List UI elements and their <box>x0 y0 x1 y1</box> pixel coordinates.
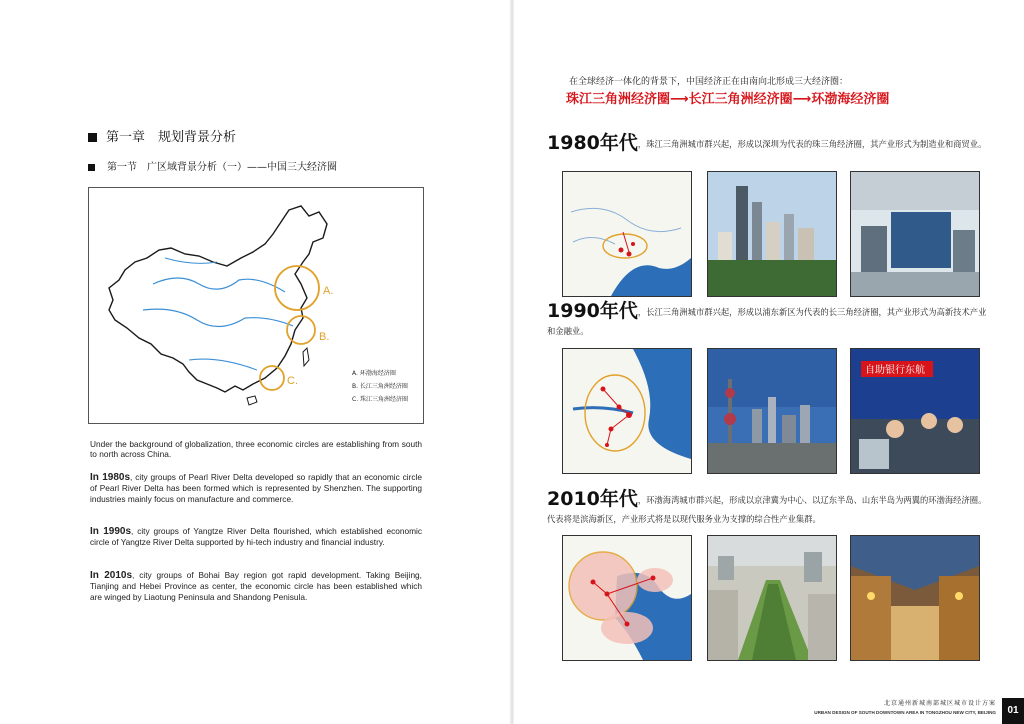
china-outline <box>109 206 330 392</box>
yrd-map-drawing <box>563 349 691 473</box>
photo-factory <box>850 171 980 297</box>
english-2010s: In 2010s, city groups of Bohai Bay region got rapid development. Taking Beijing, Tianjing and Hebei Province as center, the economic circle has been established which are winged by Liaotung Peninsula and Shandong Penisula. <box>90 570 422 602</box>
footer-title-cn: 北京通州新城南部城区城市设计方案 <box>883 700 996 707</box>
shenzhen-photo-drawing <box>708 172 836 296</box>
page-number: 01 <box>1002 698 1024 724</box>
binhai-photo-drawing <box>708 536 836 660</box>
left-page <box>0 0 511 724</box>
map-label-a: A. <box>323 285 334 297</box>
right-intro: 在全球经济一体化的背景下，中国经济正在由南向北形成三大经济圈： <box>569 77 849 87</box>
right-page <box>514 0 1024 724</box>
legend-item-c: C. 珠江三角洲经济圈 <box>352 396 409 403</box>
photo-pudong-skyline <box>707 348 837 474</box>
map-label-b: B. <box>319 331 330 343</box>
mall-photo-drawing <box>851 536 979 660</box>
chapter-title: 第一章 规划背景分析 <box>88 126 236 145</box>
prd-map-drawing <box>563 172 691 296</box>
footer-title-en: URBAN DESIGN OF SOUTH DOWNTOWN AREA IN TONGZHOU NEW CITY, BEIJING <box>814 710 996 715</box>
map-yangtze-river-delta <box>562 348 692 474</box>
atm-sign-text: 自助银行东航 <box>865 365 925 376</box>
square-bullet-icon <box>88 133 97 142</box>
map-label-c: C. <box>287 375 298 387</box>
photo-self-service-bank <box>850 348 980 474</box>
era-2010s: 2010年代，环渤海湾城市群兴起，形成以京津冀为中心、以辽东半岛、山东半岛为两翼的环渤海经济圈。代表将是滨海新区，产业形式将是以现代服务业为支撑的综合性产业集群。 <box>547 488 987 524</box>
english-1980s: In 1980s, city groups of Pearl River Delta developed so rapidly that an economic circle of Pearl River Delta has been formed which is represented by Shenzhen. The supporting industries mainly focus on manufacture and commerce. <box>90 472 422 504</box>
bohai-map-drawing <box>563 536 691 660</box>
legend-item-a: A. 环渤海经济圈 <box>352 370 396 377</box>
photo-shenzhen-skyline <box>707 171 837 297</box>
pudong-photo-drawing <box>708 349 836 473</box>
factory-photo-drawing <box>851 172 979 296</box>
bank-photo-drawing <box>851 349 979 473</box>
era-1990s: 1990年代，长江三角洲城市群兴起，形成以浦东新区为代表的长三角经济圈，其产业形式为高新技术产业和金融业。 <box>547 300 987 336</box>
photo-shopping-mall <box>850 535 980 661</box>
english-intro: Under the background of globalization, three economic circles are establishing from south to north across China. <box>90 439 422 460</box>
china-map <box>88 187 424 424</box>
arrow-right-icon: ⟶ <box>670 92 689 107</box>
taiwan-island <box>303 348 309 366</box>
legend-item-b: B. 长江三角洲经济圈 <box>352 383 408 390</box>
section-title: 第一节 广区域背景分析（一）——中国三大经济圈 <box>88 158 337 173</box>
square-bullet-icon <box>88 164 95 171</box>
map-bohai-rim <box>562 535 692 661</box>
english-1990s: In 1990s, city groups of Yangtze River Delta flourished, which established economic circle of Yangtze River Delta supported by hi-tech industry and financial industry. <box>90 526 422 548</box>
map-pearl-river-delta <box>562 171 692 297</box>
circles-sequence: 珠江三角洲经济圈⟶长江三角洲经济圈⟶环渤海经济圈 <box>566 92 890 107</box>
map-legend <box>352 367 408 406</box>
photo-binhai-aerial <box>707 535 837 661</box>
arrow-right-icon: ⟶ <box>792 92 812 107</box>
era-1980s: 1980年代，珠江三角洲城市群兴起，形成以深圳为代表的珠三角经济圈，其产业形式为制造业和商贸业。 <box>547 132 987 154</box>
hainan-island <box>247 396 257 405</box>
